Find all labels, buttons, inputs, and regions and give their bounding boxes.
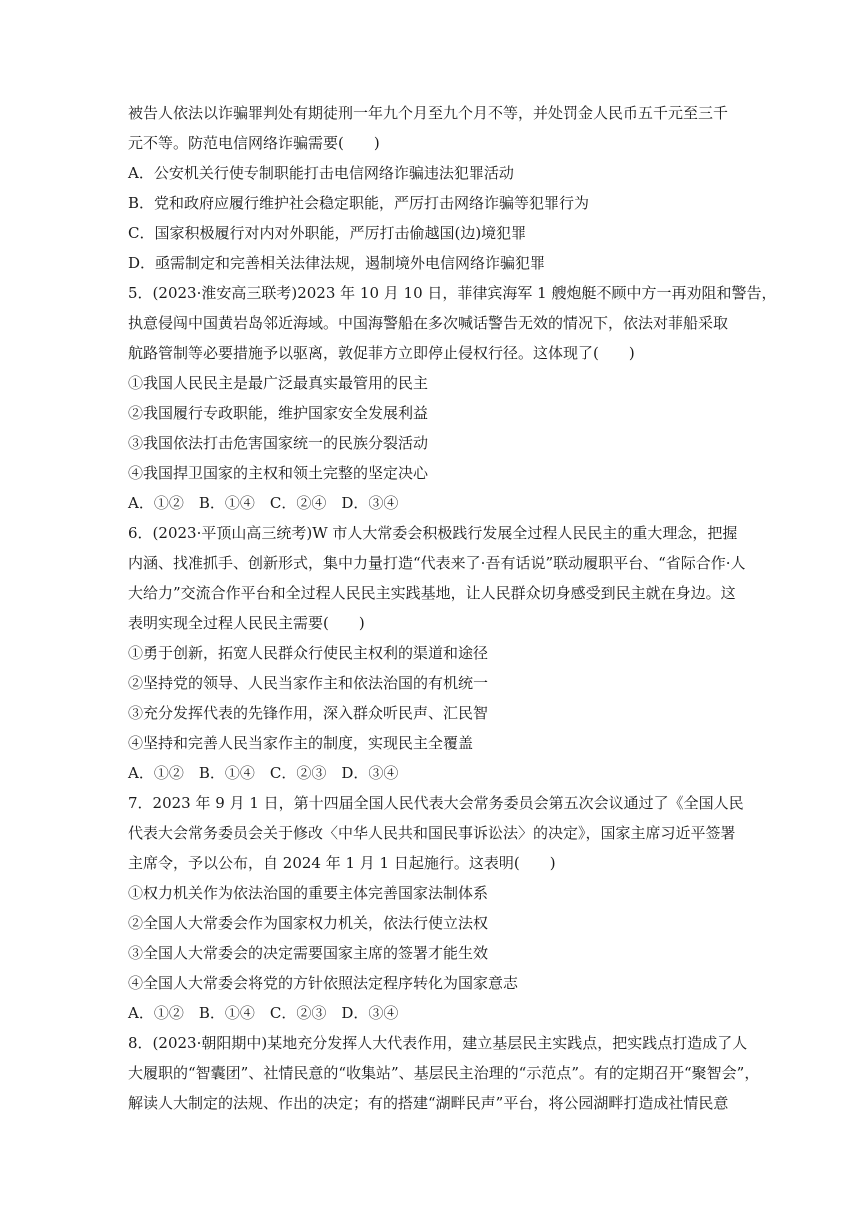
question-6-text: 6．(2023·平顶山高三统考)W 市人大常委会积极践行发展全过程人民民主的重大理念，把握 bbox=[128, 524, 738, 542]
question-8-text: 8．(2023·朝阳期中)某地充分发挥人大代表作用，建立基层民主实践点，把实践点打造成了人 bbox=[128, 1034, 748, 1052]
question-5-text: 5．(2023·淮安高三联考)2023 年 10 月 10 日，菲律宾海军 1 艘炮艇不顾中方一再劝阻和警告， bbox=[128, 284, 777, 302]
statement-line: ③我国依法打击危害国家统一的民族分裂活动 bbox=[128, 434, 429, 452]
statement-line: ①我国人民民主是最广泛最真实最管用的民主 bbox=[128, 374, 429, 392]
text-line: 大给力”交流合作平台和全过程人民民主实践基地，让人民群众切身感受到民主就在身边。这 bbox=[128, 584, 736, 602]
statement-line: ②我国履行专政职能，维护国家安全发展利益 bbox=[128, 404, 429, 422]
statement-line: ④我国捍卫国家的主权和领土完整的坚定决心 bbox=[128, 464, 429, 482]
answer-options: A．①② B．①④ C．②④ D．③④ bbox=[128, 494, 399, 512]
statement-line: ④坚持和完善人民当家作主的制度，实现民主全覆盖 bbox=[128, 734, 474, 752]
text-line: 代表大会常务委员会关于修改〈中华人民共和国民事诉讼法〉的决定》，国家主席习近平签署 bbox=[128, 824, 736, 842]
statement-line: ①权力机关作为依法治国的重要主体完善国家法制体系 bbox=[128, 884, 489, 902]
statement-line: ②坚持党的领导、人民当家作主和依法治国的有机统一 bbox=[128, 674, 489, 692]
statement-line: ④全国人大常委会将党的方针依照法定程序转化为国家意志 bbox=[128, 974, 519, 992]
text-line: 解读人大制定的法规、作出的决定；有的搭建“湖畔民声”平台，将公园湖畔打造成社情民意 bbox=[128, 1094, 729, 1112]
text-line: 元不等。防范电信网络诈骗需要( ) bbox=[128, 134, 380, 152]
text-line: 表明实现全过程人民民主需要( ) bbox=[128, 614, 365, 632]
question-7-text: 7．2023 年 9 月 1 日，第十四届全国人民代表大会常务委员会第五次会议通过了《全国人民 bbox=[128, 794, 744, 812]
text-line: 执意侵闯中国黄岩岛邻近海域。中国海警船在多次喊话警告无效的情况下，依法对菲船采取 bbox=[128, 314, 729, 332]
option-line: D．亟需制定和完善相关法律法规，遏制境外电信网络诈骗犯罪 bbox=[128, 254, 546, 272]
text-line: 航路管制等必要措施予以驱离，敦促菲方立即停止侵权行径。这体现了( ) bbox=[128, 344, 635, 362]
text-line: 主席令，予以公布，自 2024 年 1 月 1 日起施行。这表明( ) bbox=[128, 854, 556, 872]
statement-line: ③全国人大常委会的决定需要国家主席的签署才能生效 bbox=[128, 944, 489, 962]
option-line: B．党和政府应履行维护社会稳定职能，严厉打击网络诈骗等犯罪行为 bbox=[128, 194, 590, 212]
statement-line: ③充分发挥代表的先锋作用，深入群众听民声、汇民智 bbox=[128, 704, 489, 722]
option-line: C．国家积极履行对内对外职能，严厉打击偷越国(边)境犯罪 bbox=[128, 224, 527, 242]
statement-line: ①勇于创新，拓宽人民群众行使民主权利的渠道和途径 bbox=[128, 644, 489, 662]
text-line: 被告人依法以诈骗罪判处有期徒刑一年九个月至九个月不等，并处罚金人民币五千元至三千 bbox=[128, 104, 729, 122]
text-line: 大履职的“智囊团”、社情民意的“收集站”、基层民主治理的“示范点”。有的定期召开“聚智会”， bbox=[128, 1064, 760, 1082]
text-line: 内涵、找准抓手、创新形式，集中力量打造“代表来了·吾有话说”联动履职平台、“省际合作·人 bbox=[128, 554, 746, 572]
option-line: A．公安机关行使专制职能打击电信网络诈骗违法犯罪活动 bbox=[128, 164, 514, 182]
answer-options: A．①② B．①④ C．②③ D．③④ bbox=[128, 1004, 399, 1022]
statement-line: ②全国人大常委会作为国家权力机关，依法行使立法权 bbox=[128, 914, 489, 932]
answer-options: A．①② B．①④ C．②③ D．③④ bbox=[128, 764, 399, 782]
